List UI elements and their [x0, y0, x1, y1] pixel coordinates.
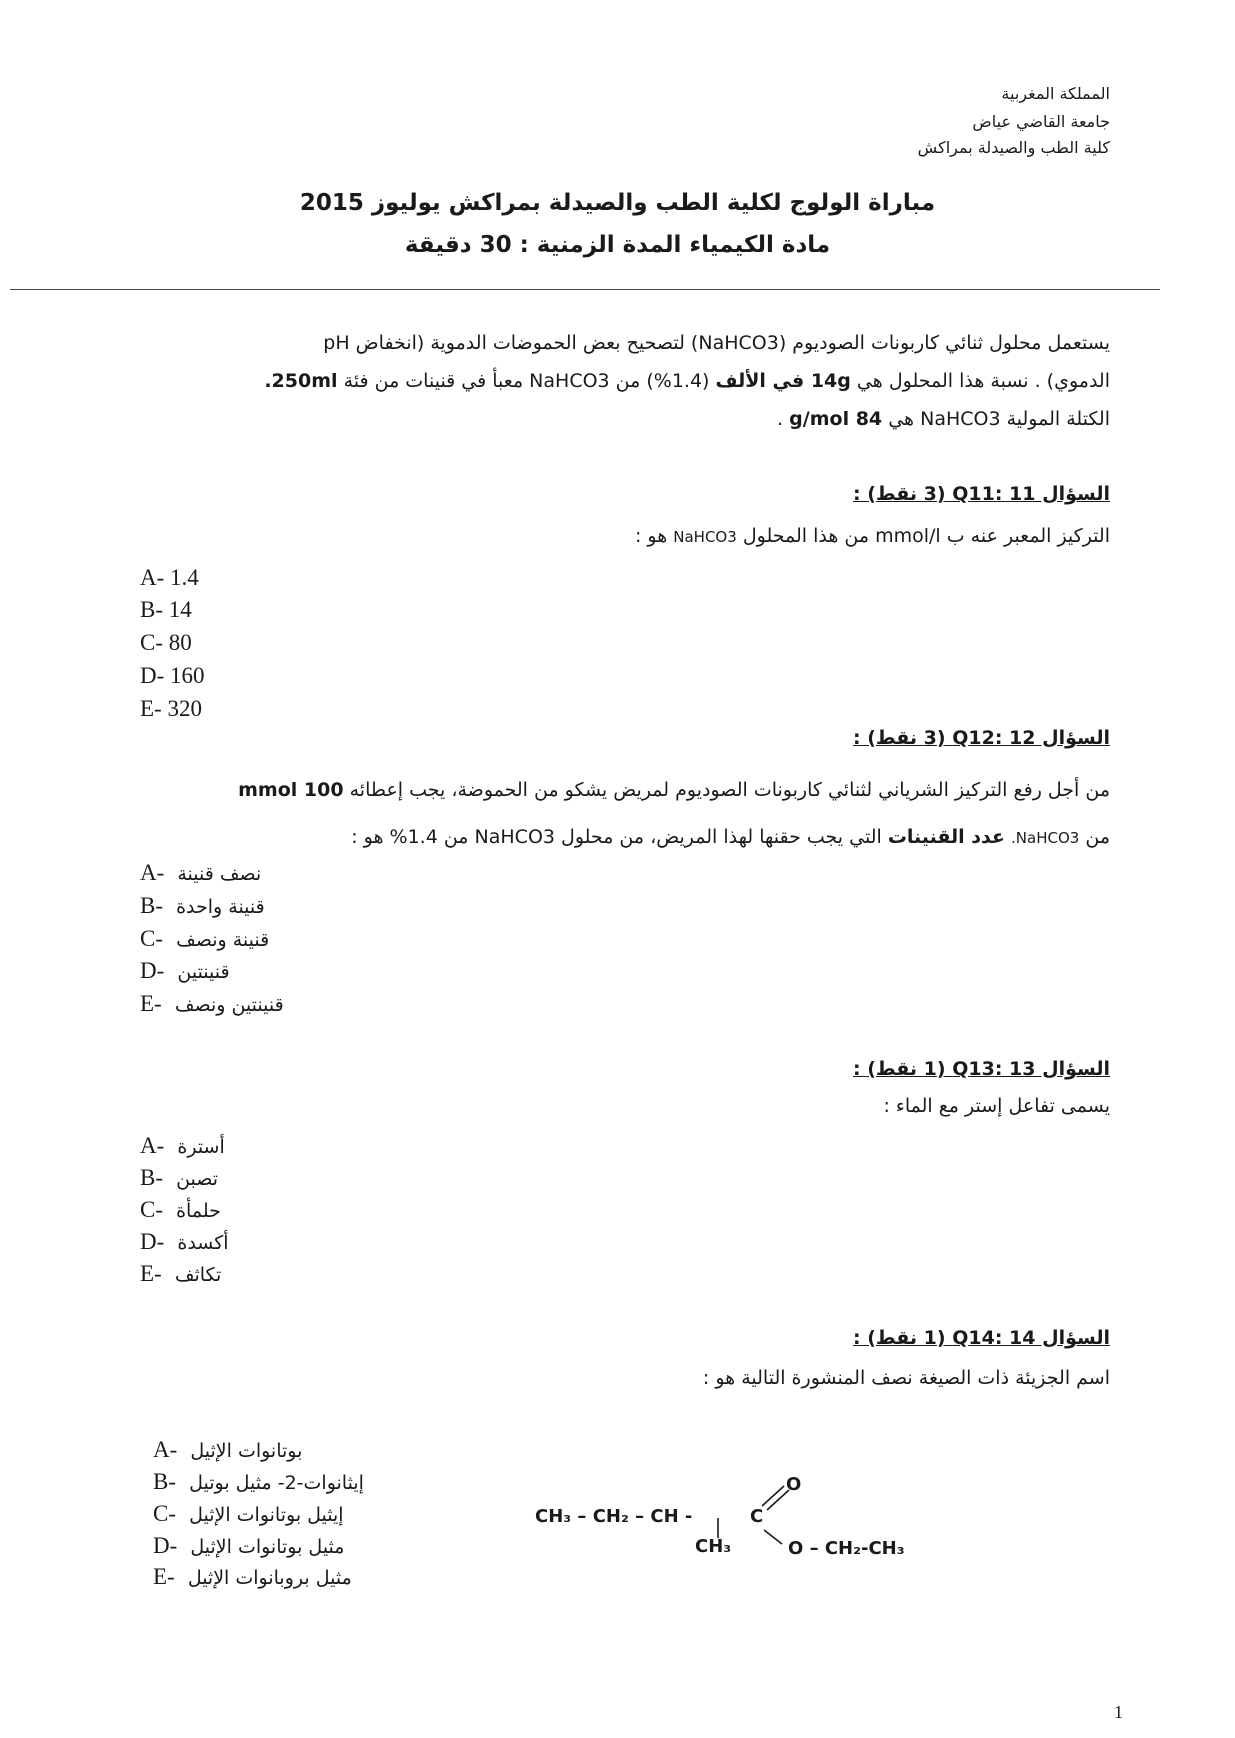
q14-option-letter: A- [153, 1437, 178, 1462]
q14-option-letter: D- [153, 1533, 178, 1558]
q11-text-formula: NaHCO3 [673, 528, 737, 546]
q14-option-c[interactable] [153, 1501, 344, 1527]
q11-option-d[interactable]: D- 160 [140, 663, 205, 688]
q13-option-c[interactable] [140, 1197, 221, 1223]
q12-option-letter: C- [140, 926, 163, 951]
q13-text: يسمى تفاعل إستر مع الماء : [883, 1095, 1110, 1117]
q12-option-text: قنينتين ونصف [174, 994, 284, 1016]
q12-line-1-text: من أجل رفع التركيز الشرياني لثنائي كاربونات الصوديوم لمريض يشكو من الحموضة، يجب إعطائه [349, 779, 1110, 801]
intro-molar-mass-text: الكتلة المولية NaHCO3 هي [888, 408, 1110, 430]
molecule-carbonyl-carbon: C [750, 1506, 764, 1527]
q14-option-e[interactable] [153, 1564, 352, 1590]
q13-option-letter: E- [140, 1261, 162, 1286]
q12-line-2-rest: التي يجب حقنها لهذا المريض، من محلول NaHCO3 من 1.4% هو : [351, 826, 882, 848]
q13-option-letter: C- [140, 1197, 163, 1222]
q14-option-letter: B- [153, 1469, 176, 1494]
q14-option-letter: E- [153, 1564, 175, 1589]
intro-bottle-volume: 250ml. [264, 370, 338, 392]
q13-option-e[interactable] [140, 1261, 221, 1287]
intro-ratio-value: 14g في الألف [715, 370, 851, 392]
header-kingdom: المملكة المغربية [1001, 84, 1110, 103]
header-faculty: كلية الطب والصيدلة بمراكش [917, 138, 1110, 157]
molecule-bonds [530, 1470, 970, 1580]
q11-option-e[interactable]: E- 320 [140, 696, 202, 721]
q14-option-letter: C- [153, 1501, 176, 1526]
header-university: جامعة القاضي عياض [972, 112, 1110, 131]
intro-bottle-text: (1.4%) من NaHCO3 معبأ في قنينات من فئة [343, 370, 710, 392]
q13-option-d[interactable] [140, 1229, 229, 1255]
q12-option-e[interactable] [140, 991, 284, 1017]
q14-heading: السؤال 14 :Q14 (1 نقط) : [853, 1327, 1110, 1349]
q13-heading: السؤال 13 :Q13 (1 نقط) : [853, 1058, 1110, 1080]
q14-option-text: إيثيل بوتانوات الإثيل [189, 1504, 344, 1526]
q12-option-a[interactable] [140, 860, 261, 886]
intro-molar-mass-value: 84 g/mol [789, 408, 883, 430]
q12-line-2-from: من [1085, 826, 1110, 848]
q12-option-text: قنينتين [177, 961, 230, 983]
q12-option-letter: A- [140, 860, 165, 885]
q12-option-d[interactable] [140, 958, 230, 984]
q13-option-text: حلمأة [176, 1200, 221, 1222]
molecule-ester-group: O – CH₂-CH₃ [788, 1538, 905, 1559]
q12-option-letter: B- [140, 893, 163, 918]
q12-dose: 100 mmol [238, 779, 344, 801]
q14-option-text: إيثانوات-2- مثيل بوتيل [189, 1472, 364, 1494]
double-bond-line-2 [767, 1490, 789, 1510]
single-bond-o-line [764, 1530, 782, 1544]
q11-text-main: التركيز المعبر عنه ب mmol/l من هذا المحلول [742, 525, 1110, 547]
molecule-methyl-branch: CH₃ [695, 1536, 732, 1557]
q13-option-text: أسترة [177, 1136, 225, 1158]
exam-title: مباراة الولوج لكلية الطب والصيدلة بمراكش يوليوز 2015 [299, 190, 936, 216]
exam-subtitle: مادة الكيمياء المدة الزمنية : 30 دقيقة [404, 232, 831, 258]
q12-line-2 [351, 826, 1110, 848]
q13-option-text: أكسدة [177, 1232, 229, 1254]
q12-heading: السؤال 12 :Q12 (3 نقط) : [853, 727, 1110, 749]
q13-option-a[interactable] [140, 1133, 225, 1159]
q12-line-1 [238, 779, 1110, 801]
intro-ratio-text: الدموي) . نسبة هذا المحلول هي [856, 370, 1110, 392]
q11-heading: السؤال 11 :Q11 (3 نقط) : [853, 483, 1110, 505]
q13-option-text: تكاثف [174, 1264, 222, 1286]
q12-option-c[interactable] [140, 926, 269, 952]
q13-option-b[interactable] [140, 1165, 218, 1191]
q12-line-2-formula: NaHCO3. [1011, 829, 1080, 847]
q11-option-b[interactable]: B- 14 [140, 597, 192, 622]
q12-option-text: نصف قنينة [177, 863, 262, 885]
q13-option-letter: D- [140, 1229, 165, 1254]
intro-line-3 [777, 408, 1110, 430]
q12-option-text: قنينة ونصف [176, 929, 270, 951]
page-number: 1 [1114, 1702, 1123, 1722]
intro-period: . [777, 408, 784, 430]
q13-option-letter: A- [140, 1133, 165, 1158]
q14-text: اسم الجزيئة ذات الصيغة نصف المنشورة التالية هو : [702, 1367, 1110, 1389]
q14-option-d[interactable] [153, 1533, 344, 1559]
q12-option-letter: D- [140, 958, 165, 983]
q12-line-2-bold: عدد القنينات [887, 826, 1005, 848]
molecule-carbonyl-oxygen: O [786, 1474, 802, 1495]
q14-option-text: بوتانوات الإثيل [190, 1440, 303, 1462]
q14-option-text: مثيل بوتانوات الإثيل [190, 1536, 345, 1558]
q11-text [635, 525, 1110, 547]
q13-option-letter: B- [140, 1165, 163, 1190]
q12-option-b[interactable] [140, 893, 265, 919]
q11-text-end: هو : [634, 525, 668, 547]
intro-line-2 [264, 370, 1110, 392]
q11-option-c[interactable]: C- 80 [140, 630, 192, 655]
double-bond-line-1 [762, 1486, 784, 1506]
title-divider [10, 289, 1160, 290]
intro-line-1: يستعمل محلول ثنائي كاربونات الصوديوم (NaHCO3) لتصحيح بعض الحموضات الدموية (انخفاض pH [323, 332, 1110, 354]
q11-option-a[interactable]: A- 1.4 [140, 565, 199, 590]
q12-option-text: قنينة واحدة [176, 896, 265, 918]
q14-option-text: مثيل بروبانوات الإثيل [187, 1567, 352, 1589]
q14-option-a[interactable] [153, 1437, 302, 1463]
molecule-formula [530, 1470, 970, 1580]
molecule-main-chain: CH₃ – CH₂ – CH - [535, 1506, 693, 1527]
q12-option-letter: E- [140, 991, 162, 1016]
q13-option-text: تصبن [176, 1168, 219, 1190]
q14-option-b[interactable] [153, 1469, 364, 1495]
